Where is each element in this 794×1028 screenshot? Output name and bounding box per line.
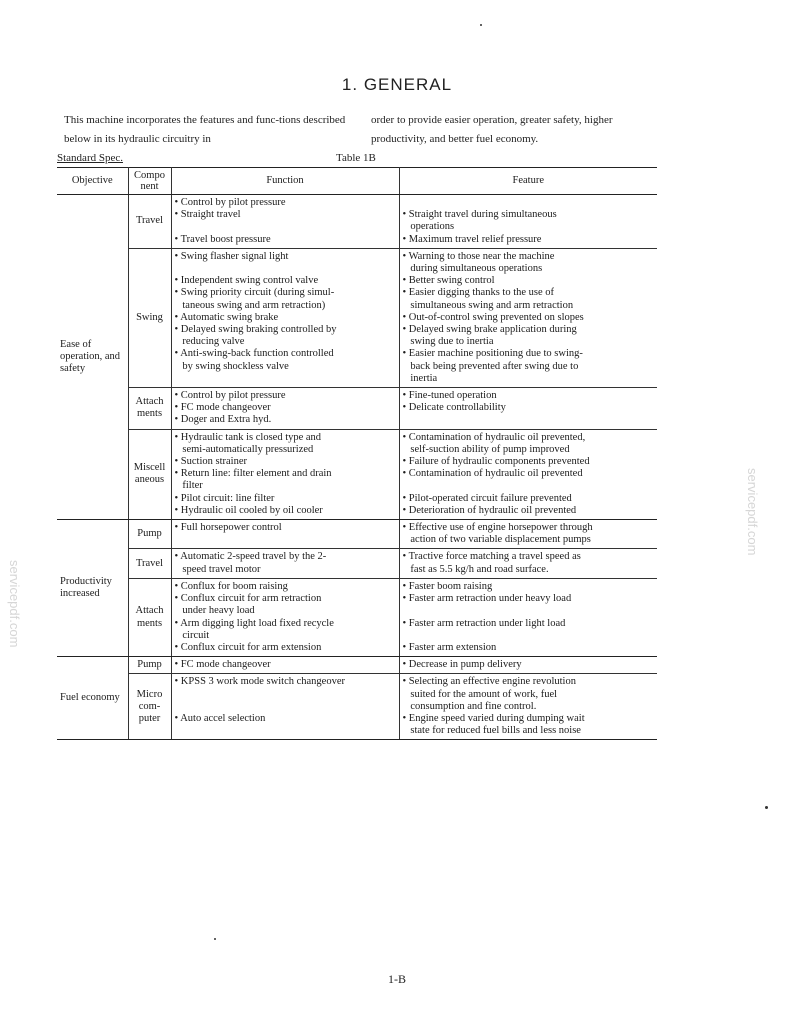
- feature-line: [403, 414, 655, 426]
- component-cell: Attach ments: [128, 578, 171, 656]
- table-body: [57, 195, 657, 740]
- watermark-right: servicepdf.com: [745, 468, 760, 556]
- function-line: • Anti-swing-back function controlled: [174, 348, 334, 360]
- feature-line: • Faster arm retraction under heavy load: [402, 593, 572, 605]
- function-line: • KPSS 3 work mode switch changeover: [174, 676, 345, 688]
- function-line: • Arm digging light load fixed recycle: [174, 617, 334, 629]
- function-line: [175, 725, 396, 737]
- feature-line: • Failure of hydraulic components prevented: [402, 456, 590, 468]
- function-line: under heavy load: [174, 605, 255, 617]
- standard-spec-label: Standard Spec.: [57, 152, 123, 164]
- feature-cell: [399, 248, 657, 387]
- function-line: • Doger and Extra hyd.: [174, 414, 272, 426]
- feature-line: • Fine-tuned operation: [402, 390, 497, 402]
- function-line: taneous swing and arm retraction): [174, 299, 326, 311]
- feature-line: • Delicate controllability: [402, 402, 506, 414]
- function-line: • Delayed swing braking controlled by: [174, 324, 337, 336]
- component-cell: Travel: [128, 549, 171, 578]
- feature-line: inertia: [402, 372, 438, 384]
- feature-line: • Tractive force matching a travel speed as: [402, 551, 581, 563]
- function-line: • Straight travel: [174, 209, 241, 221]
- spec-table: [57, 167, 657, 740]
- feature-line: state for reduced fuel bills and less noise: [402, 725, 581, 737]
- function-line: • Control by pilot pressure: [174, 197, 286, 208]
- feature-line: [403, 630, 655, 642]
- feature-line: • Maximum travel relief pressure: [402, 233, 542, 245]
- component-cell: Pump: [128, 520, 171, 549]
- function-line: • Automatic swing brake: [174, 311, 279, 323]
- function-cell: [171, 674, 399, 740]
- function-line: filter: [174, 480, 203, 492]
- feature-line: • Faster arm retraction under light load: [402, 617, 566, 629]
- function-line: [175, 689, 396, 701]
- function-cell: [171, 248, 399, 387]
- function-cell: [171, 388, 399, 430]
- feature-line: [403, 605, 655, 617]
- feature-line: self-suction ability of pump improved: [402, 443, 570, 455]
- function-line: • Independent swing control valve: [174, 275, 319, 287]
- scan-speck: [214, 938, 216, 940]
- function-line: • Return line: filter element and drain: [174, 468, 332, 480]
- component-cell: Swing: [128, 248, 171, 387]
- function-line: [175, 534, 396, 546]
- function-line: [175, 221, 396, 233]
- function-line: • Suction strainer: [174, 456, 247, 468]
- feature-line: • Straight travel during simultaneous: [402, 209, 557, 221]
- function-cell: [171, 578, 399, 656]
- function-line: • Travel boost pressure: [174, 233, 271, 245]
- function-line: • Conflux circuit for arm retraction: [174, 593, 322, 605]
- header-function: Function: [171, 168, 399, 195]
- feature-line: • Faster arm extension: [402, 641, 497, 653]
- table-row: [57, 549, 657, 578]
- table-row: [57, 578, 657, 656]
- objective-cell: Ease of operation, and safety: [57, 195, 128, 520]
- feature-cell: [399, 549, 657, 578]
- table-row: [57, 248, 657, 387]
- feature-line: • Decrease in pump delivery: [402, 659, 522, 671]
- function-cell: [171, 657, 399, 674]
- function-line: • Swing flasher signal light: [174, 250, 289, 262]
- feature-line: back being prevented after swing due to: [402, 360, 579, 372]
- feature-line: [403, 197, 655, 209]
- component-cell: Micro com- puter: [128, 674, 171, 740]
- feature-line: operations: [402, 221, 455, 233]
- table-row: [57, 674, 657, 740]
- function-cell: [171, 549, 399, 578]
- feature-line: simultaneous swing and arm retraction: [402, 299, 574, 311]
- table-row: [57, 195, 657, 249]
- feature-cell: [399, 657, 657, 674]
- intro-paragraph-right: order to provide easier operation, greater safety, higher productivity, and better fuel economy.: [371, 114, 613, 145]
- function-cell: [171, 429, 399, 519]
- feature-cell: [399, 674, 657, 740]
- watermark-left: servicepdf.com: [7, 560, 22, 648]
- feature-line: • Better swing control: [402, 275, 495, 287]
- feature-line: • Warning to those near the machine: [402, 250, 555, 262]
- table-row: [57, 388, 657, 430]
- function-line: • Full horsepower control: [174, 522, 282, 534]
- function-line: • Pilot circuit: line filter: [174, 492, 275, 504]
- function-line: • Conflux circuit for arm extension: [174, 641, 322, 653]
- feature-line: swing due to inertia: [402, 336, 494, 348]
- feature-line: • Engine speed varied during dumping wait: [402, 712, 585, 724]
- component-cell: Pump: [128, 657, 171, 674]
- page-title: 1. GENERAL: [341, 75, 453, 94]
- function-line: • Swing priority circuit (during simul-: [174, 287, 335, 299]
- component-cell: Travel: [128, 195, 171, 249]
- feature-cell: [399, 195, 657, 249]
- feature-line: • Contamination of hydraulic oil prevented,: [402, 431, 586, 443]
- function-line: [175, 701, 396, 713]
- objective-cell: Productivity increased: [57, 520, 128, 657]
- table-label: Table 1B: [336, 152, 376, 164]
- feature-line: • Out-of-control swing prevented on slopes: [402, 311, 584, 323]
- feature-line: • Faster boom raising: [402, 580, 493, 592]
- function-line: • FC mode changeover: [174, 659, 271, 671]
- function-line: • Auto accel selection: [174, 712, 266, 724]
- table-row: [57, 429, 657, 519]
- function-line: circuit: [174, 629, 210, 641]
- objective-cell: Fuel economy: [57, 657, 128, 740]
- intro-paragraph-left: This machine incorporates the features and func-tions described below in its hydraulic circuitry in: [64, 114, 346, 145]
- feature-line: • Delayed swing brake application during: [402, 324, 577, 336]
- feature-line: action of two variable displacement pumps: [402, 534, 591, 546]
- feature-line: • Effective use of engine horsepower through: [402, 522, 593, 534]
- component-cell: Miscell aneous: [128, 429, 171, 519]
- feature-line: • Easier digging thanks to the use of: [402, 287, 555, 299]
- function-line: • Control by pilot pressure: [174, 390, 286, 402]
- function-line: • Automatic 2-speed travel by the 2-: [174, 551, 327, 563]
- function-line: semi-automatically pressurized: [174, 443, 314, 455]
- function-line: • Hydraulic tank is closed type and: [174, 431, 322, 443]
- feature-line: fast as 5.5 kg/h and road surface.: [402, 563, 549, 575]
- function-line: reducing valve: [174, 336, 245, 348]
- feature-cell: [399, 520, 657, 549]
- feature-line: • Deterioration of hydraulic oil prevented: [402, 504, 577, 516]
- header-objective: Objective: [57, 168, 128, 195]
- function-line: • FC mode changeover: [174, 402, 271, 414]
- scan-speck: [765, 806, 768, 809]
- function-line: [175, 373, 396, 385]
- feature-line: consumption and fine control.: [402, 700, 537, 712]
- component-cell: Attach ments: [128, 388, 171, 430]
- function-line: • Conflux for boom raising: [174, 580, 288, 592]
- feature-line: • Selecting an effective engine revolution: [402, 676, 576, 688]
- table-row: [57, 520, 657, 549]
- function-line: [175, 263, 396, 275]
- feature-cell: [399, 578, 657, 656]
- function-cell: [171, 195, 399, 249]
- feature-line: • Contamination of hydraulic oil prevented: [402, 468, 583, 480]
- header-component: [128, 168, 171, 195]
- function-line: • Hydraulic oil cooled by oil cooler: [174, 504, 323, 516]
- scan-speck: [480, 24, 482, 26]
- header-feature: Feature: [399, 168, 657, 195]
- table-row: [57, 657, 657, 674]
- feature-line: [403, 480, 655, 492]
- function-cell: [171, 520, 399, 549]
- header-row: [57, 168, 657, 195]
- feature-line: • Pilot-operated circuit failure prevented: [402, 492, 572, 504]
- feature-cell: [399, 429, 657, 519]
- page-number: 1-B: [388, 972, 406, 986]
- feature-line: during simultaneous operations: [402, 263, 543, 275]
- feature-cell: [399, 388, 657, 430]
- header-component-text: Compo nent: [134, 170, 165, 192]
- function-line: by swing shockless valve: [174, 360, 289, 372]
- function-line: speed travel motor: [174, 563, 261, 575]
- feature-line: • Easier machine positioning due to swing-: [402, 348, 583, 360]
- feature-line: suited for the amount of work, fuel: [402, 688, 558, 700]
- table-header: [57, 168, 657, 195]
